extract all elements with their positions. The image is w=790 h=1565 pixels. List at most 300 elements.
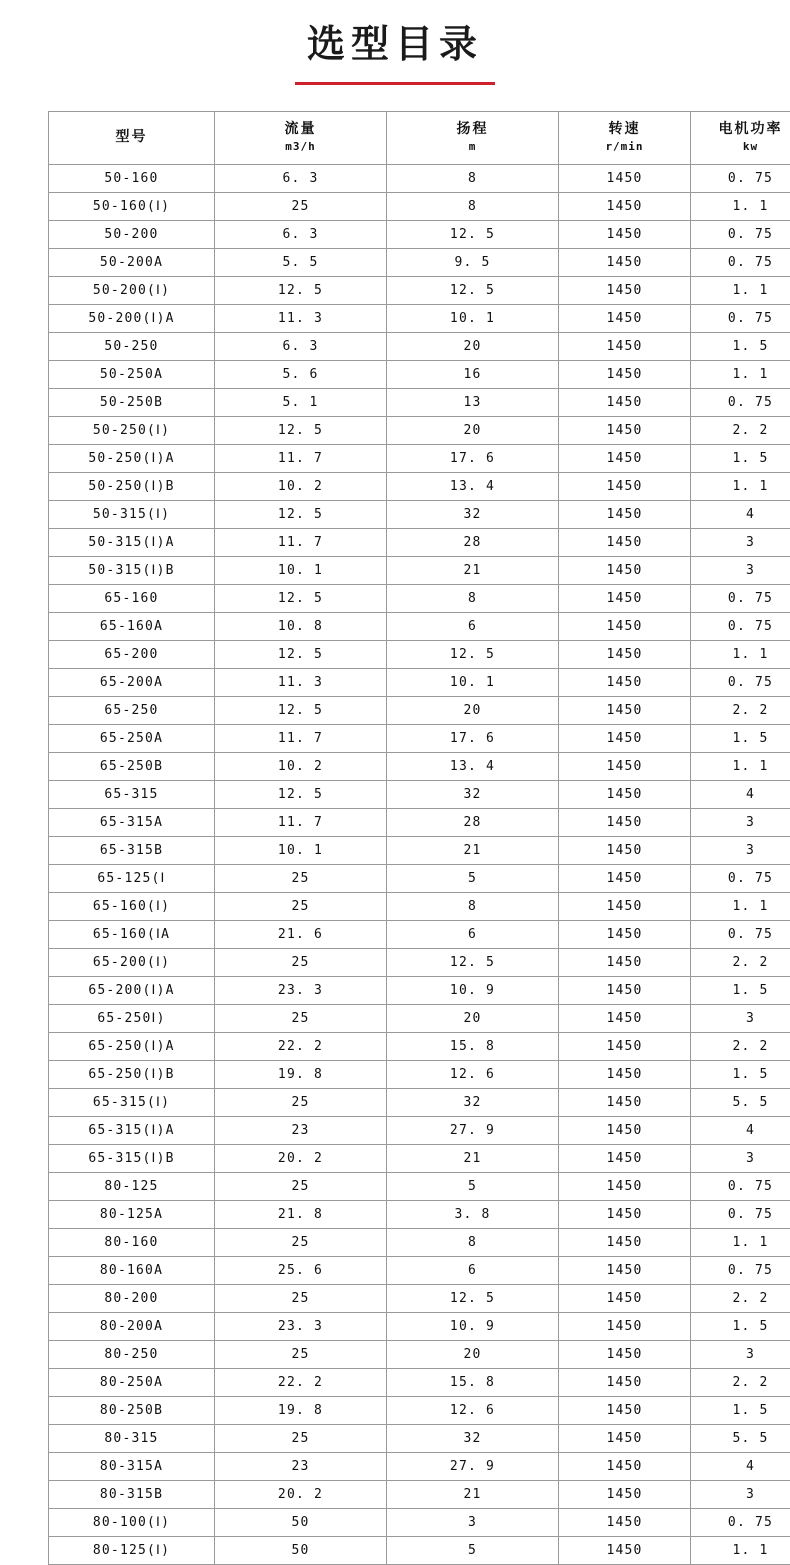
cell-value: 1. 5 xyxy=(691,976,790,1004)
table-row xyxy=(49,724,790,752)
cell-model: 80-315B xyxy=(49,1480,215,1508)
cell-model: 50-200(Ⅰ)A xyxy=(49,304,215,332)
table-row xyxy=(49,1060,790,1088)
cell-value: 28 xyxy=(387,528,559,556)
cell-value: 5. 6 xyxy=(215,360,387,388)
cell-model: 50-160(Ⅰ) xyxy=(49,192,215,220)
cell-value: 1450 xyxy=(559,1228,691,1256)
cell-model: 80-100(Ⅰ) xyxy=(49,1508,215,1536)
table-row xyxy=(49,248,790,276)
cell-value: 25. 6 xyxy=(215,1256,387,1284)
column-header-1 xyxy=(49,111,215,164)
cell-value: 1450 xyxy=(559,976,691,1004)
table-row xyxy=(49,1200,790,1228)
cell-model: 50-315(Ⅰ)A xyxy=(49,528,215,556)
table-row xyxy=(49,276,790,304)
cell-value: 3 xyxy=(387,1508,559,1536)
cell-value: 0. 75 xyxy=(691,304,790,332)
cell-value: 21. 8 xyxy=(215,1200,387,1228)
cell-value: 1. 5 xyxy=(691,332,790,360)
cell-value: 1. 5 xyxy=(691,444,790,472)
table-row xyxy=(49,444,790,472)
table-row xyxy=(49,1424,790,1452)
cell-value: 1450 xyxy=(559,304,691,332)
cell-value: 1. 1 xyxy=(691,276,790,304)
cell-value: 0. 75 xyxy=(691,1508,790,1536)
cell-value: 1450 xyxy=(559,752,691,780)
cell-model: 80-250A xyxy=(49,1368,215,1396)
cell-value: 1450 xyxy=(559,416,691,444)
spec-table xyxy=(48,111,790,1565)
cell-value: 2. 2 xyxy=(691,1368,790,1396)
cell-value: 11. 7 xyxy=(215,444,387,472)
table-row xyxy=(49,304,790,332)
table-row xyxy=(49,668,790,696)
cell-value: 22. 2 xyxy=(215,1032,387,1060)
cell-model: 50-200 xyxy=(49,220,215,248)
cell-value: 5. 1 xyxy=(215,388,387,416)
table-row xyxy=(49,500,790,528)
cell-model: 65-250 xyxy=(49,696,215,724)
cell-value: 1450 xyxy=(559,668,691,696)
cell-value: 1. 1 xyxy=(691,472,790,500)
cell-value: 4 xyxy=(691,500,790,528)
table-row xyxy=(49,1480,790,1508)
cell-value: 11. 7 xyxy=(215,528,387,556)
cell-value: 1. 5 xyxy=(691,1396,790,1424)
cell-value: 1450 xyxy=(559,1340,691,1368)
table-row xyxy=(49,892,790,920)
cell-value: 25 xyxy=(215,864,387,892)
cell-value: 12. 5 xyxy=(215,780,387,808)
column-header-unit: kw xyxy=(691,139,790,154)
cell-value: 8 xyxy=(387,164,559,192)
cell-value: 12. 6 xyxy=(387,1060,559,1088)
cell-value: 3 xyxy=(691,556,790,584)
cell-value: 3 xyxy=(691,1004,790,1032)
cell-model: 65-160 xyxy=(49,584,215,612)
table-row xyxy=(49,1144,790,1172)
cell-value: 10. 1 xyxy=(387,304,559,332)
cell-value: 5 xyxy=(387,1536,559,1564)
cell-value: 1450 xyxy=(559,1088,691,1116)
column-header-3 xyxy=(387,111,559,164)
cell-value: 1450 xyxy=(559,780,691,808)
table-row xyxy=(49,976,790,1004)
table-row xyxy=(49,780,790,808)
table-row xyxy=(49,332,790,360)
cell-model: 65-200(Ⅰ)A xyxy=(49,976,215,1004)
column-header-unit: m3/h xyxy=(215,139,386,154)
column-header-4 xyxy=(559,111,691,164)
cell-value: 27. 9 xyxy=(387,1452,559,1480)
cell-value: 6 xyxy=(387,1256,559,1284)
cell-value: 13. 4 xyxy=(387,752,559,780)
cell-value: 0. 75 xyxy=(691,1256,790,1284)
cell-value: 1. 1 xyxy=(691,752,790,780)
cell-model: 80-125 xyxy=(49,1172,215,1200)
cell-value: 20. 2 xyxy=(215,1480,387,1508)
column-header-unit: r/min xyxy=(559,139,690,154)
cell-value: 1. 1 xyxy=(691,640,790,668)
cell-value: 15. 8 xyxy=(387,1368,559,1396)
cell-value: 28 xyxy=(387,808,559,836)
table-row xyxy=(49,752,790,780)
column-header-title: 流量 xyxy=(215,121,386,139)
cell-value: 19. 8 xyxy=(215,1060,387,1088)
cell-value: 0. 75 xyxy=(691,220,790,248)
cell-value: 1450 xyxy=(559,528,691,556)
cell-value: 3 xyxy=(691,528,790,556)
table-row xyxy=(49,1536,790,1564)
cell-value: 1450 xyxy=(559,1396,691,1424)
cell-value: 1. 1 xyxy=(691,360,790,388)
cell-model: 65-160A xyxy=(49,612,215,640)
cell-value: 1450 xyxy=(559,556,691,584)
cell-value: 1450 xyxy=(559,640,691,668)
cell-value: 1. 5 xyxy=(691,724,790,752)
cell-model: 65-200(Ⅰ) xyxy=(49,948,215,976)
cell-model: 80-160A xyxy=(49,1256,215,1284)
cell-value: 2. 2 xyxy=(691,1284,790,1312)
cell-value: 20 xyxy=(387,1340,559,1368)
cell-value: 1450 xyxy=(559,612,691,640)
cell-value: 1450 xyxy=(559,388,691,416)
cell-value: 20 xyxy=(387,416,559,444)
cell-value: 6 xyxy=(387,612,559,640)
table-row xyxy=(49,1032,790,1060)
cell-model: 65-250B xyxy=(49,752,215,780)
cell-value: 1450 xyxy=(559,864,691,892)
table-row xyxy=(49,1508,790,1536)
cell-value: 23. 3 xyxy=(215,976,387,1004)
cell-value: 32 xyxy=(387,500,559,528)
cell-model: 65-315 xyxy=(49,780,215,808)
table-row xyxy=(49,1368,790,1396)
table-row xyxy=(49,220,790,248)
cell-value: 1450 xyxy=(559,1200,691,1228)
cell-model: 65-315(Ⅰ)A xyxy=(49,1116,215,1144)
cell-value: 32 xyxy=(387,1424,559,1452)
cell-value: 6. 3 xyxy=(215,332,387,360)
table-row xyxy=(49,864,790,892)
cell-value: 1450 xyxy=(559,696,691,724)
cell-value: 1450 xyxy=(559,1508,691,1536)
cell-value: 0. 75 xyxy=(691,1172,790,1200)
cell-value: 23 xyxy=(215,1116,387,1144)
cell-value: 20 xyxy=(387,696,559,724)
cell-value: 1450 xyxy=(559,220,691,248)
table-row xyxy=(49,920,790,948)
cell-model: 80-160 xyxy=(49,1228,215,1256)
cell-value: 1450 xyxy=(559,1116,691,1144)
cell-value: 6. 3 xyxy=(215,164,387,192)
cell-model: 65-125(Ⅰ xyxy=(49,864,215,892)
cell-model: 65-200 xyxy=(49,640,215,668)
cell-value: 12. 5 xyxy=(215,500,387,528)
cell-model: 80-250 xyxy=(49,1340,215,1368)
spec-table-wrapper xyxy=(48,111,742,1565)
cell-value: 3 xyxy=(691,1340,790,1368)
table-row xyxy=(49,1088,790,1116)
cell-value: 1450 xyxy=(559,248,691,276)
cell-model: 50-315(Ⅰ) xyxy=(49,500,215,528)
cell-value: 25 xyxy=(215,1228,387,1256)
cell-value: 8 xyxy=(387,892,559,920)
table-row xyxy=(49,1340,790,1368)
cell-value: 10. 2 xyxy=(215,752,387,780)
cell-value: 3 xyxy=(691,836,790,864)
table-row xyxy=(49,1284,790,1312)
cell-value: 1. 5 xyxy=(691,1312,790,1340)
cell-value: 3. 8 xyxy=(387,1200,559,1228)
table-row xyxy=(49,192,790,220)
cell-value: 1450 xyxy=(559,1452,691,1480)
table-row xyxy=(49,1396,790,1424)
cell-value: 1450 xyxy=(559,444,691,472)
cell-value: 1450 xyxy=(559,1480,691,1508)
cell-value: 12. 5 xyxy=(215,416,387,444)
cell-value: 0. 75 xyxy=(691,864,790,892)
cell-value: 1450 xyxy=(559,164,691,192)
cell-value: 10. 1 xyxy=(387,668,559,696)
cell-value: 1450 xyxy=(559,1424,691,1452)
cell-value: 25 xyxy=(215,1424,387,1452)
cell-value: 0. 75 xyxy=(691,388,790,416)
table-row xyxy=(49,1312,790,1340)
cell-value: 1450 xyxy=(559,808,691,836)
cell-model: 65-200A xyxy=(49,668,215,696)
cell-value: 5. 5 xyxy=(691,1088,790,1116)
title-block xyxy=(0,0,790,85)
table-row xyxy=(49,164,790,192)
cell-value: 1450 xyxy=(559,1536,691,1564)
cell-value: 12. 5 xyxy=(387,640,559,668)
cell-value: 0. 75 xyxy=(691,612,790,640)
table-row xyxy=(49,696,790,724)
cell-value: 2. 2 xyxy=(691,416,790,444)
cell-model: 50-250(Ⅰ)A xyxy=(49,444,215,472)
table-row xyxy=(49,416,790,444)
table-row xyxy=(49,472,790,500)
spec-table-header xyxy=(49,111,790,164)
cell-value: 25 xyxy=(215,1340,387,1368)
cell-value: 21 xyxy=(387,1480,559,1508)
cell-model: 65-250(Ⅰ)A xyxy=(49,1032,215,1060)
cell-model: 50-200(Ⅰ) xyxy=(49,276,215,304)
cell-model: 80-200A xyxy=(49,1312,215,1340)
table-row xyxy=(49,1116,790,1144)
cell-model: 65-160(Ⅰ) xyxy=(49,892,215,920)
cell-model: 80-250B xyxy=(49,1396,215,1424)
cell-value: 1450 xyxy=(559,472,691,500)
cell-model: 80-200 xyxy=(49,1284,215,1312)
cell-value: 9. 5 xyxy=(387,248,559,276)
cell-value: 20 xyxy=(387,332,559,360)
cell-model: 65-250Ⅰ) xyxy=(49,1004,215,1032)
cell-value: 1450 xyxy=(559,1312,691,1340)
cell-value: 12. 5 xyxy=(387,220,559,248)
cell-value: 12. 5 xyxy=(387,1284,559,1312)
cell-model: 50-250(Ⅰ)B xyxy=(49,472,215,500)
table-row xyxy=(49,1004,790,1032)
table-row xyxy=(49,808,790,836)
table-row xyxy=(49,388,790,416)
cell-value: 12. 5 xyxy=(215,640,387,668)
column-header-title: 转速 xyxy=(559,121,690,139)
cell-value: 1. 1 xyxy=(691,1228,790,1256)
page-title: 选型目录 xyxy=(0,22,790,68)
cell-model: 50-200A xyxy=(49,248,215,276)
cell-value: 8 xyxy=(387,192,559,220)
cell-value: 50 xyxy=(215,1508,387,1536)
cell-model: 65-315(Ⅰ) xyxy=(49,1088,215,1116)
cell-value: 15. 8 xyxy=(387,1032,559,1060)
cell-value: 2. 2 xyxy=(691,948,790,976)
cell-model: 50-250 xyxy=(49,332,215,360)
cell-value: 50 xyxy=(215,1536,387,1564)
cell-model: 80-315 xyxy=(49,1424,215,1452)
cell-value: 10. 9 xyxy=(387,976,559,1004)
cell-value: 0. 75 xyxy=(691,164,790,192)
spec-table-body xyxy=(49,164,790,1564)
cell-value: 1450 xyxy=(559,1172,691,1200)
cell-value: 13. 4 xyxy=(387,472,559,500)
cell-value: 11. 3 xyxy=(215,668,387,696)
column-header-unit: m xyxy=(387,139,558,154)
table-row xyxy=(49,1452,790,1480)
column-header-title: 扬程 xyxy=(387,121,558,139)
cell-value: 10. 8 xyxy=(215,612,387,640)
cell-value: 1450 xyxy=(559,1284,691,1312)
table-row xyxy=(49,584,790,612)
cell-value: 11. 7 xyxy=(215,724,387,752)
cell-value: 2. 2 xyxy=(691,696,790,724)
cell-value: 32 xyxy=(387,780,559,808)
cell-model: 65-315A xyxy=(49,808,215,836)
cell-value: 12. 5 xyxy=(215,584,387,612)
cell-value: 11. 7 xyxy=(215,808,387,836)
cell-value: 1450 xyxy=(559,836,691,864)
table-row xyxy=(49,640,790,668)
cell-value: 21 xyxy=(387,836,559,864)
cell-value: 1. 1 xyxy=(691,1536,790,1564)
cell-model: 80-125A xyxy=(49,1200,215,1228)
cell-value: 1450 xyxy=(559,332,691,360)
cell-value: 5 xyxy=(387,1172,559,1200)
cell-value: 12. 5 xyxy=(387,948,559,976)
table-row xyxy=(49,1256,790,1284)
cell-value: 0. 75 xyxy=(691,584,790,612)
cell-value: 4 xyxy=(691,780,790,808)
cell-value: 1450 xyxy=(559,948,691,976)
table-row xyxy=(49,556,790,584)
cell-value: 0. 75 xyxy=(691,1200,790,1228)
table-row xyxy=(49,1228,790,1256)
cell-value: 10. 1 xyxy=(215,836,387,864)
cell-value: 1450 xyxy=(559,1032,691,1060)
cell-value: 5. 5 xyxy=(691,1424,790,1452)
cell-value: 8 xyxy=(387,1228,559,1256)
cell-value: 1450 xyxy=(559,724,691,752)
cell-model: 65-315B xyxy=(49,836,215,864)
cell-value: 25 xyxy=(215,1088,387,1116)
cell-value: 11. 3 xyxy=(215,304,387,332)
cell-model: 50-315(Ⅰ)B xyxy=(49,556,215,584)
cell-value: 25 xyxy=(215,192,387,220)
cell-value: 1450 xyxy=(559,360,691,388)
cell-value: 13 xyxy=(387,388,559,416)
cell-value: 5 xyxy=(387,864,559,892)
cell-value: 21. 6 xyxy=(215,920,387,948)
cell-model: 65-160(ⅠA xyxy=(49,920,215,948)
cell-value: 1450 xyxy=(559,1144,691,1172)
cell-model: 50-250B xyxy=(49,388,215,416)
cell-value: 5. 5 xyxy=(215,248,387,276)
cell-value: 12. 5 xyxy=(215,276,387,304)
cell-value: 0. 75 xyxy=(691,920,790,948)
title-underline-rule xyxy=(295,82,495,85)
cell-value: 23. 3 xyxy=(215,1312,387,1340)
cell-value: 20 xyxy=(387,1004,559,1032)
cell-value: 12. 6 xyxy=(387,1396,559,1424)
cell-value: 2. 2 xyxy=(691,1032,790,1060)
cell-value: 25 xyxy=(215,892,387,920)
cell-value: 10. 2 xyxy=(215,472,387,500)
cell-value: 4 xyxy=(691,1452,790,1480)
cell-value: 10. 1 xyxy=(215,556,387,584)
cell-value: 1. 1 xyxy=(691,192,790,220)
cell-value: 6. 3 xyxy=(215,220,387,248)
cell-value: 1450 xyxy=(559,276,691,304)
cell-value: 12. 5 xyxy=(215,696,387,724)
table-row xyxy=(49,1172,790,1200)
table-row xyxy=(49,612,790,640)
cell-value: 21 xyxy=(387,556,559,584)
cell-value: 25 xyxy=(215,1172,387,1200)
cell-value: 20. 2 xyxy=(215,1144,387,1172)
cell-value: 1450 xyxy=(559,584,691,612)
cell-value: 25 xyxy=(215,1004,387,1032)
table-row xyxy=(49,528,790,556)
cell-value: 0. 75 xyxy=(691,248,790,276)
cell-model: 50-250(Ⅰ) xyxy=(49,416,215,444)
cell-value: 1450 xyxy=(559,1004,691,1032)
cell-value: 1450 xyxy=(559,1060,691,1088)
cell-value: 17. 6 xyxy=(387,724,559,752)
cell-value: 21 xyxy=(387,1144,559,1172)
cell-model: 50-160 xyxy=(49,164,215,192)
cell-value: 1450 xyxy=(559,1368,691,1396)
cell-value: 4 xyxy=(691,1116,790,1144)
column-header-title: 电机功率 xyxy=(691,121,790,139)
cell-value: 12. 5 xyxy=(387,276,559,304)
table-row xyxy=(49,948,790,976)
cell-model: 80-125(Ⅰ) xyxy=(49,1536,215,1564)
cell-model: 65-250A xyxy=(49,724,215,752)
cell-value: 1450 xyxy=(559,892,691,920)
table-row xyxy=(49,360,790,388)
cell-value: 6 xyxy=(387,920,559,948)
cell-value: 16 xyxy=(387,360,559,388)
cell-value: 25 xyxy=(215,948,387,976)
cell-model: 80-315A xyxy=(49,1452,215,1480)
cell-value: 1. 5 xyxy=(691,1060,790,1088)
cell-value: 3 xyxy=(691,1480,790,1508)
cell-model: 65-250(Ⅰ)B xyxy=(49,1060,215,1088)
cell-value: 22. 2 xyxy=(215,1368,387,1396)
header-row xyxy=(49,111,790,164)
